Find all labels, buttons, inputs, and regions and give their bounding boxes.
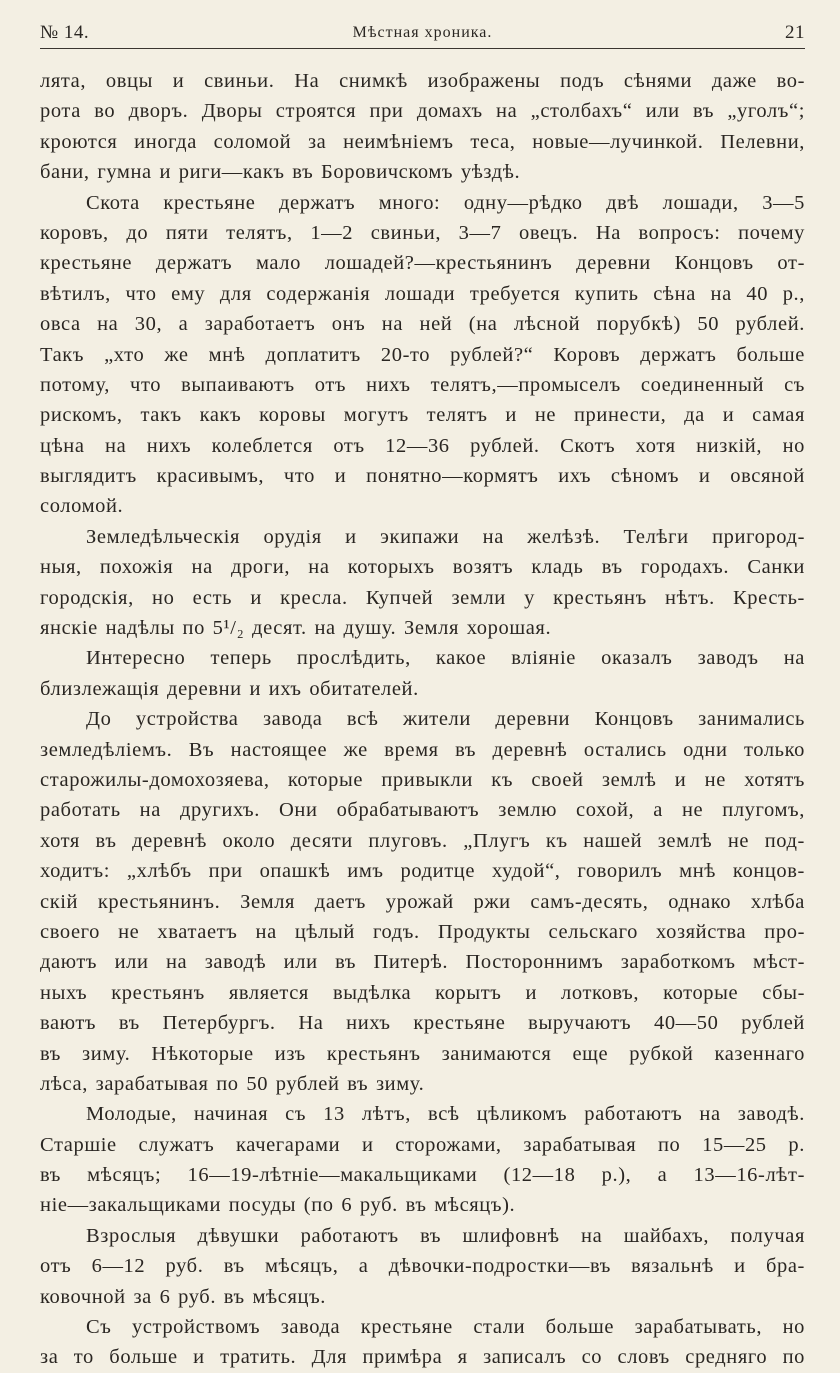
text-line: работать на другихъ. Они обрабатываютъ землю сохой, а не плугомъ, [40, 799, 805, 822]
text-line: хотя въ деревнѣ около десяти плуговъ. „Плугъ къ нашей землѣ не под- [40, 829, 805, 852]
text-line: лята, овцы и свиньи. На снимкѣ изображены подъ сѣнями даже во- [40, 70, 805, 92]
text-line: ковочной за 6 руб. въ мѣсяцъ. [40, 1285, 327, 1308]
text-line: въ мѣсяцъ; 16—19-лѣтніе—макальщиками (12—18 р.), а 13—16-лѣт- [40, 1164, 805, 1187]
text-line: рота во дворъ. Дворы строятся при домахъ на „столбахъ“ или въ „уголъ“; [40, 100, 805, 123]
text-line: ніе—закальщиками посуды (по 6 руб. въ мѣсяцъ). [40, 1194, 516, 1217]
text-line: скій крестьянинъ. Земля даетъ урожай ржи самъ-десять, однако хлѣба [40, 890, 805, 913]
document-page [40, 22, 805, 1369]
text-line: ваютъ въ Петербургъ. На нихъ крестьяне выручаютъ 40—50 рублей [40, 1012, 805, 1035]
text-line: крестьяне держатъ мало лошадей?—крестьянинъ деревни Концовъ от- [40, 252, 805, 275]
text-line: старожилы-домохозяева, которые привыкли къ своей землѣ и не хотятъ [40, 768, 805, 791]
issue-number: № 14. [40, 22, 90, 43]
text-line: вѣтилъ, что ему для содержанія лошади требуется купить сѣна на 40 р., [40, 282, 805, 305]
text-line: кроются иногда соломой за неимѣніемъ теса, новые—лучинкой. Пелевни, [40, 130, 805, 153]
text-line: близлежащія деревни и ихъ обитателей. [40, 677, 419, 700]
text-line: Съ устройствомъ завода крестьяне стали больше зарабатывать, но [86, 1316, 805, 1339]
text-line: ходитъ: „хлѣбъ при опашкѣ имъ родитце худой“, говорилъ мнѣ концов- [40, 860, 805, 883]
page-number: 21 [785, 22, 805, 43]
page-header [40, 22, 805, 49]
text-line: Взрослыя дѣвушки работаютъ въ шлифовнѣ на шайбахъ, получая [86, 1224, 805, 1247]
text-line: городскія, но есть и кресла. Купчей земли у крестьянъ нѣтъ. Кресть- [40, 586, 805, 609]
text-line: ныя, похожія на дроги, на которыхъ возятъ кладь въ городахъ. Санки [40, 556, 805, 579]
text-line: Скота крестьяне держатъ много: одну—рѣдко двѣ лошади, 3—5 [86, 191, 805, 214]
text-line: Земледѣльческія орудія и экипажи на желѣзѣ. Телѣги пригород- [86, 525, 805, 548]
text-line: потому, что выпаиваютъ отъ нихъ телятъ,—промыселъ соединенный съ [40, 373, 805, 396]
text-line: даютъ или на заводѣ или въ Питерѣ. Постороннимъ заработкомъ мѣст- [40, 951, 805, 974]
body-text [40, 66, 805, 1373]
text-line: коровъ, до пяти телятъ, 1—2 свиньи, 3—7 овецъ. На вопросъ: почему [40, 221, 805, 244]
text-line: за то больше и тратить. Для примѣра я записалъ со словъ средняго по [40, 1346, 805, 1369]
text-line: земледѣліемъ. Въ настоящее же время въ деревнѣ остались одни только [40, 738, 805, 761]
text-line: янскіе надѣлы по 5¹/₂ десят. на душу. Земля хорошая. [40, 617, 552, 640]
text-line: Старшіе служатъ качегарами и сторожами, зарабатывая по 15—25 р. [40, 1133, 805, 1156]
section-title: Мѣстная хроника. [352, 24, 493, 41]
text-line: ныхъ крестьянъ является выдѣлка корытъ и лотковъ, которые сбы- [40, 981, 805, 1004]
text-line: Молодые, начиная съ 13 лѣтъ, всѣ цѣликомъ работаютъ на заводѣ. [86, 1103, 805, 1126]
text-line: цѣна на нихъ колеблется отъ 12—36 рублей. Скотъ хотя низкій, но [40, 434, 805, 457]
text-line: Такъ „хто же мнѣ доплатитъ 20-то рублей?“ Коровъ держатъ больше [40, 343, 805, 366]
text-line: бани, гумна и риги—какъ въ Боровичскомъ уѣздѣ. [40, 161, 521, 184]
text-line: соломой. [40, 495, 124, 518]
text-line: въ зиму. Нѣкоторые изъ крестьянъ занимаются еще рубкой казеннаго [40, 1042, 805, 1065]
text-line: выглядитъ красивымъ, что и понятно—кормятъ ихъ сѣномъ и овсяной [40, 465, 805, 488]
text-line: лѣса, зарабатывая по 50 рублей въ зиму. [40, 1072, 425, 1095]
text-line: отъ 6—12 руб. въ мѣсяцъ, а дѣвочки-подростки—въ вязальнѣ и бра- [40, 1255, 805, 1278]
text-line: своего не хватаетъ на цѣлый годъ. Продукты сельскаго хозяйства про- [40, 920, 805, 943]
text-line: рискомъ, такъ какъ коровы могутъ телятъ и не принести, да и самая [40, 404, 805, 427]
text-line: До устройства завода всѣ жители деревни Концовъ занимались [86, 708, 805, 731]
text-line: овса на 30, а заработаетъ онъ на ней (на лѣсной порубкѣ) 50 рублей. [40, 313, 805, 336]
text-line: Интересно теперь прослѣдить, какое вліяніе оказалъ заводъ на [86, 647, 805, 670]
